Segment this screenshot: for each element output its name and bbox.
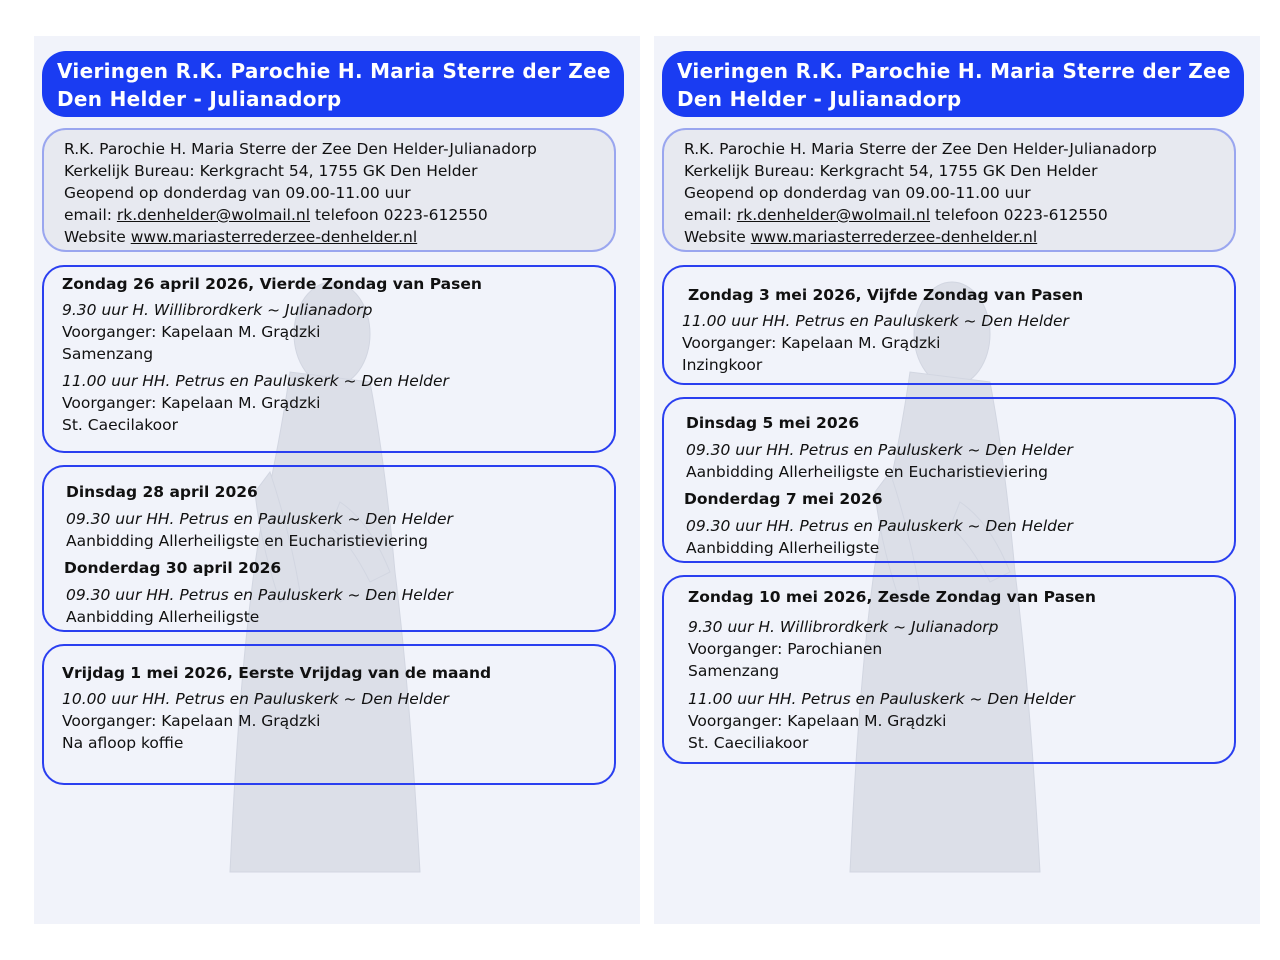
- service-presider: Voorganger: Kapelaan M. Grądzki: [62, 323, 321, 341]
- service-card-may-3: [662, 265, 1236, 385]
- service-time-location: 11.00 uur HH. Petrus en Pauluskerk ~ Den Helder: [62, 372, 449, 390]
- website-label: Website: [684, 228, 751, 246]
- service-time-location: 11.00 uur HH. Petrus en Pauluskerk ~ Den Helder: [688, 690, 1075, 708]
- right-page: [654, 36, 1260, 924]
- service-presider: Voorganger: Parochianen: [688, 640, 883, 658]
- service-time-location: 9.30 uur H. Willibrordkerk ~ Julianadorp: [62, 301, 373, 319]
- service-description: Aanbidding Allerheiligste en Eucharistieviering: [686, 463, 1049, 481]
- card-heading: Donderdag 7 mei 2026: [684, 490, 883, 508]
- service-presider: Voorganger: Kapelaan M. Grądzki: [62, 394, 321, 412]
- service-time-location: 09.30 uur HH. Petrus en Pauluskerk ~ Den Helder: [66, 510, 453, 528]
- title-line-2: Den Helder - Julianadorp: [677, 87, 962, 111]
- service-note: Na afloop koffie: [62, 734, 184, 752]
- info-contact: [684, 204, 1234, 226]
- service-presider: Voorganger: Kapelaan M. Grądzki: [688, 712, 947, 730]
- service-time-location: 9.30 uur H. Willibrordkerk ~ Julianadorp: [688, 618, 999, 636]
- service-description: Aanbidding Allerheiligste: [66, 608, 260, 626]
- card-heading: Zondag 3 mei 2026, Vijfde Zondag van Pasen: [688, 286, 1084, 304]
- website-label: Website: [64, 228, 131, 246]
- parish-info-box: [662, 128, 1236, 252]
- service-music: St. Caeciliakoor: [688, 734, 809, 752]
- service-time-location: 09.30 uur HH. Petrus en Pauluskerk ~ Den Helder: [686, 441, 1073, 459]
- title-banner: [42, 51, 624, 117]
- service-description: Aanbidding Allerheiligste: [686, 539, 880, 557]
- service-time-location: 09.30 uur HH. Petrus en Pauluskerk ~ Den Helder: [66, 586, 453, 604]
- website-link[interactable]: www.mariasterrederzee-denhelder.nl: [130, 228, 418, 246]
- service-music: St. Caecilakoor: [62, 416, 179, 434]
- card-heading: Donderdag 30 april 2026: [64, 559, 282, 577]
- card-heading: Zondag 26 april 2026, Vierde Zondag van Pasen: [62, 275, 482, 293]
- card-heading: Dinsdag 28 april 2026: [66, 483, 258, 501]
- website-link[interactable]: www.mariasterrederzee-denhelder.nl: [750, 228, 1038, 246]
- title-banner: [662, 51, 1244, 117]
- info-website: [684, 226, 1234, 248]
- service-time-location: 11.00 uur HH. Petrus en Pauluskerk ~ Den Helder: [682, 312, 1069, 330]
- email-link[interactable]: rk.denhelder@wolmail.nl: [116, 206, 311, 224]
- info-parish-name: R.K. Parochie H. Maria Sterre der Zee Den Helder-Julianadorp: [64, 140, 537, 158]
- title-line-1: Vieringen R.K. Parochie H. Maria Sterre der Zee: [677, 59, 1231, 83]
- info-opening-hours: Geopend op donderdag van 09.00-11.00 uur: [684, 184, 1031, 202]
- service-presider: Voorganger: Kapelaan M. Grądzki: [62, 712, 321, 730]
- service-time-location: 09.30 uur HH. Petrus en Pauluskerk ~ Den Helder: [686, 517, 1073, 535]
- parish-info-box: [42, 128, 616, 252]
- service-time-location: 10.00 uur HH. Petrus en Pauluskerk ~ Den Helder: [62, 690, 449, 708]
- info-parish-name: R.K. Parochie H. Maria Sterre der Zee Den Helder-Julianadorp: [684, 140, 1157, 158]
- phone-text: telefoon 0223-612550: [310, 206, 488, 224]
- card-heading: Vrijdag 1 mei 2026, Eerste Vrijdag van de maand: [62, 664, 492, 682]
- service-card-apr-28-30: [42, 465, 616, 632]
- info-office-address: Kerkelijk Bureau: Kerkgracht 54, 1755 GK Den Helder: [684, 162, 1098, 180]
- service-music: Samenzang: [688, 662, 780, 680]
- card-heading: Zondag 10 mei 2026, Zesde Zondag van Pasen: [688, 588, 1096, 606]
- service-card-may-5-7: [662, 397, 1236, 563]
- service-music: Inzingkoor: [682, 356, 763, 374]
- title-line-2: Den Helder - Julianadorp: [57, 87, 342, 111]
- info-opening-hours: Geopend op donderdag van 09.00-11.00 uur: [64, 184, 411, 202]
- email-label: email:: [64, 206, 117, 224]
- email-link[interactable]: rk.denhelder@wolmail.nl: [736, 206, 931, 224]
- service-card-may-10: [662, 575, 1236, 764]
- service-card-apr-26: [42, 265, 616, 453]
- info-contact: [64, 204, 614, 226]
- left-page: [34, 36, 640, 924]
- service-music: Samenzang: [62, 345, 154, 363]
- service-presider: Voorganger: Kapelaan M. Grądzki: [682, 334, 941, 352]
- service-description: Aanbidding Allerheiligste en Eucharistieviering: [66, 532, 429, 550]
- email-label: email:: [684, 206, 737, 224]
- phone-text: telefoon 0223-612550: [930, 206, 1108, 224]
- service-card-may-1: [42, 644, 616, 785]
- info-office-address: Kerkelijk Bureau: Kerkgracht 54, 1755 GK Den Helder: [64, 162, 478, 180]
- card-heading: Dinsdag 5 mei 2026: [686, 414, 860, 432]
- title-line-1: Vieringen R.K. Parochie H. Maria Sterre der Zee: [57, 59, 611, 83]
- info-website: [64, 226, 614, 248]
